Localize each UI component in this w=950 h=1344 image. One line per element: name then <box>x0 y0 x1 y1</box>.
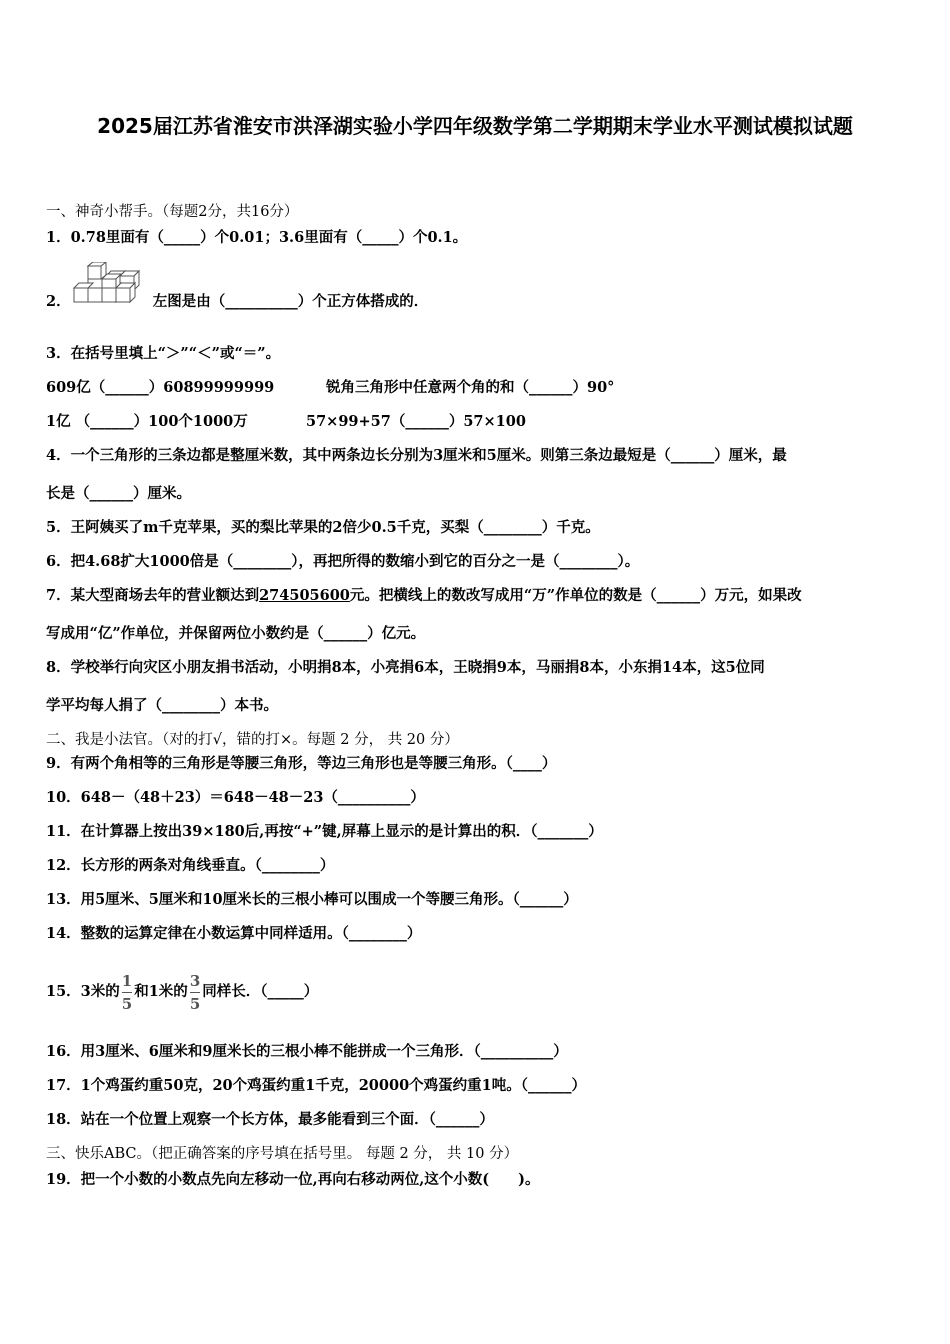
question-3: 3．在括号里填上“＞”“＜”或“＝”。 <box>46 345 281 362</box>
question-17: 17．1个鸡蛋约重50克，20个鸡蛋约重1千克，20000个鸡蛋约重1吨。（______） <box>46 1077 586 1094</box>
question-9: 9．有两个角相等的三角形是等腰三角形，等边三角形也是等腰三角形。（____） <box>46 755 557 772</box>
question-3d: 57×99+57（______）57×100 <box>306 413 526 430</box>
section-3-heading: 三、快乐ABC。（把正确答案的序号填在括号里。 每题 2 分， 共 10 分） <box>46 1146 519 1162</box>
fraction-one-fifth <box>122 972 132 1013</box>
question-6: 6．把4.68扩大1000倍是（________），再把所得的数缩小到它的百分之一是（________）。 <box>46 553 640 570</box>
question-13: 13．用5厘米、5厘米和10厘米长的三根小棒可以围成一个等腰三角形。（______） <box>46 891 578 908</box>
question-14: 14．整数的运算定律在小数运算中同样适用。（________） <box>46 925 422 942</box>
question-7-line-2: 写成用“亿”作单位，并保留两位小数约是（______）亿元。 <box>46 625 426 642</box>
question-8-line-2: 学平均每人捐了（________）本书。 <box>46 697 278 714</box>
section-1-heading: 一、神奇小帮手。（每题2分，共16分） <box>46 204 299 220</box>
question-5: 5．王阿姨买了m千克苹果，买的梨比苹果的2倍少0.5千克，买梨（________）千克。 <box>46 519 600 536</box>
question-3a: 609亿（______）60899999999 <box>46 379 275 396</box>
denominator: 5 <box>189 994 201 1013</box>
question-15 <box>46 962 318 1022</box>
question-15-part-2: 和1米的 <box>134 983 188 1000</box>
question-12: 12．长方形的两条对角线垂直。（________） <box>46 857 335 874</box>
numerator: 3 <box>189 971 201 990</box>
fraction-three-fifths <box>190 972 200 1013</box>
question-4-line-2: 长是（______）厘米。 <box>46 485 191 502</box>
question-15-part-3: 同样长．（_____） <box>202 983 319 1000</box>
question-2-number: 2． <box>46 293 71 310</box>
question-2-text: 左图是由（__________）个正方体搭成的． <box>152 293 429 310</box>
underlined-number: 274505600 <box>259 587 350 604</box>
question-15-part-1: 15．3米的 <box>46 983 120 1000</box>
question-3c: 1亿 （______）100个1000万 <box>46 413 248 430</box>
section-2-heading: 二、我是小法官。（对的打√，错的打×。每题 2 分， 共 20 分） <box>46 732 459 748</box>
question-10: 10．648－（48＋23）＝648－48－23（__________） <box>46 789 425 806</box>
question-8-line-1: 8．学校举行向灾区小朋友捐书活动，小明捐8本，小亮捐6本，王晓捐9本，马丽捐8本，小东捐14本，这5位同 <box>46 659 765 676</box>
question-16: 16．用3厘米、6厘米和9厘米长的三根小棒不能拼成一个三角形．（__________） <box>46 1043 568 1060</box>
question-4-line-1: 4．一个三角形的三条边都是整厘米数，其中两条边长分别为3厘米和5厘米。则第三条边最短是（______）厘米，最 <box>46 447 787 464</box>
question-18: 18．站在一个位置上观察一个长方体，最多能看到三个面．（______） <box>46 1111 494 1128</box>
numerator: 1 <box>121 971 133 990</box>
page-title: 2025届江苏省淮安市洪泽湖实验小学四年级数学第二学期期末学业水平测试模拟试题 <box>97 114 853 138</box>
question-3b: 锐角三角形中任意两个角的和（______）90° <box>326 379 615 396</box>
question-7-suffix: 元。把横线上的数改写成用“万”作单位的数是（______）万元，如果改 <box>349 587 802 604</box>
question-7-line-1 <box>46 586 802 606</box>
question-7-prefix: 7．某大型商场去年的营业额达到 <box>46 587 260 604</box>
denominator: 5 <box>121 994 133 1013</box>
question-19: 19．把一个小数的小数点先向左移动一位,再向右移动两位,这个小数( )。 <box>46 1171 540 1188</box>
question-1: 1．0.78里面有（_____）个0.01；3.6里面有（_____）个0.1。 <box>46 229 468 246</box>
cube-stack-figure <box>70 262 142 308</box>
question-11: 11．在计算器上按出39×180后,再按“+”键,屏幕上显示的是计算出的积．（_______） <box>46 823 603 840</box>
